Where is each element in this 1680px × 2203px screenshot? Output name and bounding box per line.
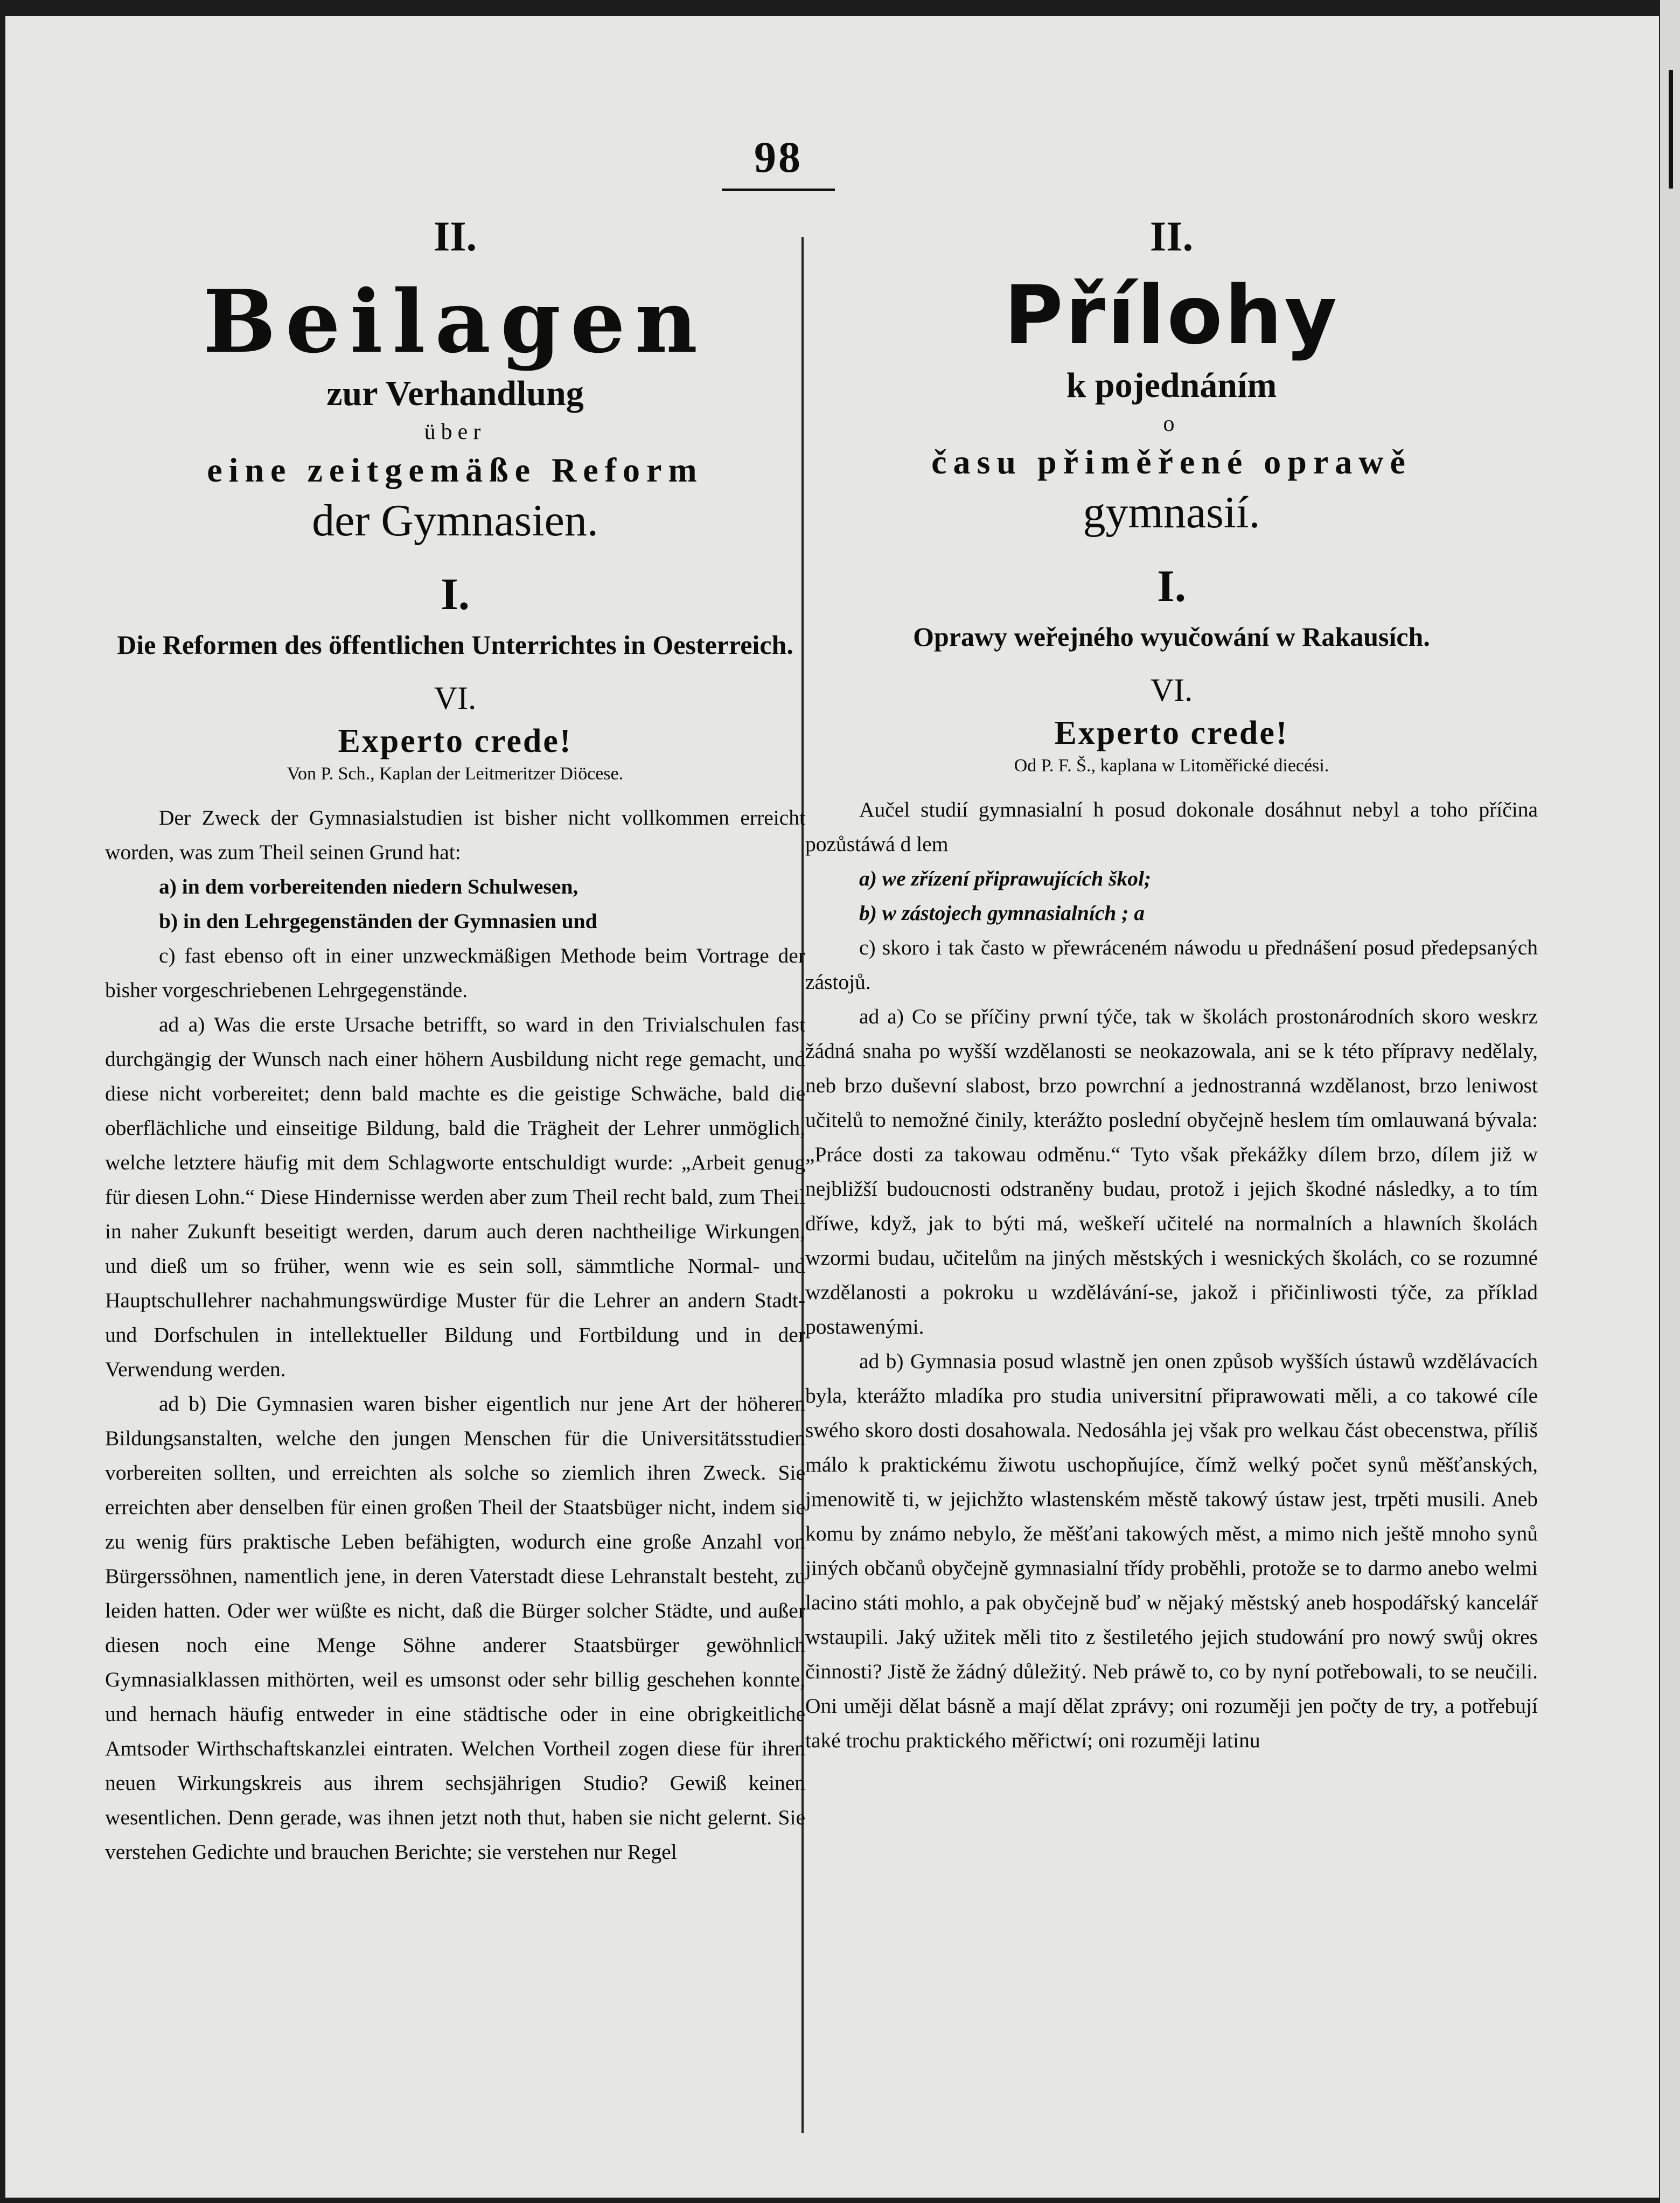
right-list-item-a-text: a) we zřízení připrawujících škol; (859, 866, 1152, 890)
left-subsection-number: VI. (434, 680, 477, 716)
document-page (5, 16, 1659, 2198)
right-body-text (805, 792, 1538, 1758)
page-edge (1660, 0, 1680, 2203)
right-list-item-c: c) skoro i tak často w přewráceném náwodu u přednášení posud předepsaných zástojů. (805, 935, 1538, 994)
left-subtitle-4: der Gymnasien. (312, 496, 598, 546)
left-byline: Von P. Sch., Kaplan der Leitmeritzer Diöcese. (287, 764, 624, 784)
right-column-czech (805, 205, 1538, 1758)
right-paragraph: ad a) Co se příčiny prwní týče, tak w školách prostonárodních skoro weskrz žádná snaha po wyšší wzdělanosti se neokazowala, ani se k této přípravy nedělaly, neb brzo duševní slabost, brzo powrchní a jednostranná wzdělanost, brzo leniwost učitelů to nemožné činily, kterážto poslední obyčejně heslem tím omlauwaná bývala: „Práce dosti za takowau odměnu.“ Tyto však překážky dílem brzo, dílem již w nejbližší budoucnosti odstraněny budau, protož i jejich škodné následky, a to tím dříwe, když, jak to býti má, weškeří učitelé na normalních a hlawních školách wzormi budau, učitelům na jiných městských i wesnických školách, co se rozumné wzdělanosti a pokroku u wzdělávání-se, jakož i přičinliwosti týče, za příklad postawenými. (805, 1004, 1538, 1338)
page-number-rule (722, 189, 835, 191)
left-paragraph: ad a) Was die erste Ursache betrifft, so ward in den Trivialschulen fast durchgängig der Wunsch nach einer höhern Ausbildung nicht rege gemacht, und diese nicht vorbereitet; denn bald machte es die geistige Schwäche, bald die oberflächliche und einseitige Bildung, bald die Trägheit der Lehrer unmöglich, welche letztere häufig mit dem Schlagworte entschuldigt wurde: „Arbeit genug für diesen Lohn.“ Diese Hindernisse werden aber zum Theil recht bald, zum Theil in naher Zukunft beseitigt werden, darum auch deren nachtheilige Wirkungen, und dieß um so früher, wenn wie es sein soll, sämmtliche Normal- und Hauptschullehrer nachahmungswürdige Muster für die Lehrer an andern Stadt- und Dorfschulen in intellektueller Bildung und Fortbildung und in der Verwendung werden. (105, 1013, 805, 1382)
left-subtitle-1: zur Verhandlung (326, 374, 584, 413)
left-subtitle-2: über (424, 420, 486, 445)
page-number: 98 (754, 133, 803, 182)
left-section-number: I. (441, 569, 470, 620)
edge-mark (1669, 70, 1673, 189)
right-subtitle-1: k pojednáním (1066, 365, 1277, 405)
right-paragraph: Aučel studií gymnasialní h posud dokonale dosáhnut nebyl a toho příčina pozůstáwá d lem (805, 797, 1538, 856)
right-paragraph: ad b) Gymnasia posud wlastně jen onen způsob wyšších ústawů wzdělávacích byla, kterážto mladíka pro studia universitní připrawowati měli, a co takowé cíle swého skoro dosti dosahowala. Nedosáhla jej však pro welkau část obecenstwa, příliš málo k praktickému žiwotu uschopňujíce, čímž welký počet synů měšťanských, jmenowitě ti, w jejichžto wlastenském městě takowý ústaw jest, trpěti musili. Aneb komu by známo nebylo, že měšťani takowých měst, a mimo nich ještě mnoho synů jiných občanů obyčejně gymnasialní třídy proběhli, protože se to darmo anebo welmi lacino státi mohlo, a pak obyčejně buď w nějaký městský aneb hospodářský kancelář wstaupili. Jaký užitek měli tito z šestiletého jejich studowání pro nowý swůj okres činnosti? Jistě že žádný důležitý. Neb práwě to, co by nyní potřebowali, to se neučili. Oni uměji dělat básně a mají dělat zprávy; oni rozuměji jen počty de try, a potřebují také trochu praktického měřictwí; oni rozuměji latinu (805, 1349, 1538, 1752)
right-subtitle-3: času přiměřené oprawě (931, 442, 1412, 481)
right-section-number: I. (1157, 561, 1186, 611)
right-subsection-number: VI. (1150, 672, 1193, 708)
right-part-number: II. (1149, 213, 1194, 260)
right-main-title: Přílohy (1003, 269, 1340, 362)
left-section-title: Die Reformen des öffentlichen Unterrichtes in Oesterreich. (117, 630, 793, 660)
left-main-title: Beilagen (203, 271, 708, 372)
right-motto: Experto crede! (1054, 714, 1289, 751)
left-list-item-a: a) in dem vorbereitenden niedern Schulwesen, (159, 875, 578, 899)
left-list-item-b: b) in den Lehrgegenständen der Gymnasien und (159, 909, 597, 933)
right-list-item-b-text: b) w zástojech gymnasialních ; a (859, 901, 1145, 925)
left-column-german (105, 205, 805, 1869)
right-byline: Od P. F. Š., kaplana w Litoměřické diecési. (1014, 755, 1329, 776)
right-subtitle-2: o (1163, 411, 1180, 436)
left-paragraph: ad b) Die Gymnasien waren bisher eigentlich nur jene Art der höheren Bildungsanstalten, welche den jungen Menschen für die Universitätsstudien vorbereiten sollten, und erreichten als solche so ziemlich ihren Zweck. Sie erreichten aber denselben für einen großen Theil der Staatsbüger nicht, indem sie zu wenig fürs praktische Leben befähigten, wodurch eine große Anzahl von Bürgerssöhnen, namentlich jene, in deren Vaterstadt diese Lehranstalt besteht, zu leiden hatten. Oder wer wüßte es nicht, daß die Bürger solcher Städte, und außer diesen noch eine Menge Söhne anderer Staatsbürger gewöhnlich Gymnasialklassen mithörten, weil es umsonst oder sehr billig geschehen konnte, und hernach häufig entweder in eine städtische oder in eine obrigkeitliche Amtsoder Wirthschaftskanzlei eintraten. Welchen Vortheil zogen diese für ihren neuen Wirkungskreis aus ihrem sechsjährigen Studio? Gewiß keinen wesentlichen. Denn gerade, was ihnen jetzt noth thut, haben sie nicht gelernt. Sie verstehen Gedichte und brauchen Berichte; sie verstehen nur Regel (105, 1392, 805, 1864)
right-list-item-b (805, 896, 1538, 930)
right-list-item-a (805, 861, 1538, 896)
left-part-number: II. (433, 213, 477, 260)
left-list-item-c: c) fast ebenso oft in einer unzweckmäßigen Methode beim Vortrage der bisher vorgeschriebenen Lehrgegenstände. (105, 944, 805, 1002)
right-subtitle-4: gymnasií. (1083, 487, 1260, 538)
left-subtitle-3: eine zeitgemäße Reform (207, 451, 703, 490)
left-motto: Experto crede! (338, 723, 573, 760)
left-body-text (105, 800, 805, 1869)
right-section-title: Oprawy weřejného wyučowání w Rakausích. (913, 621, 1430, 652)
left-paragraph: Der Zweck der Gymnasialstudien ist bisher nicht vollkommen erreicht worden, was zum Theil seinen Grund hat: (105, 806, 805, 865)
